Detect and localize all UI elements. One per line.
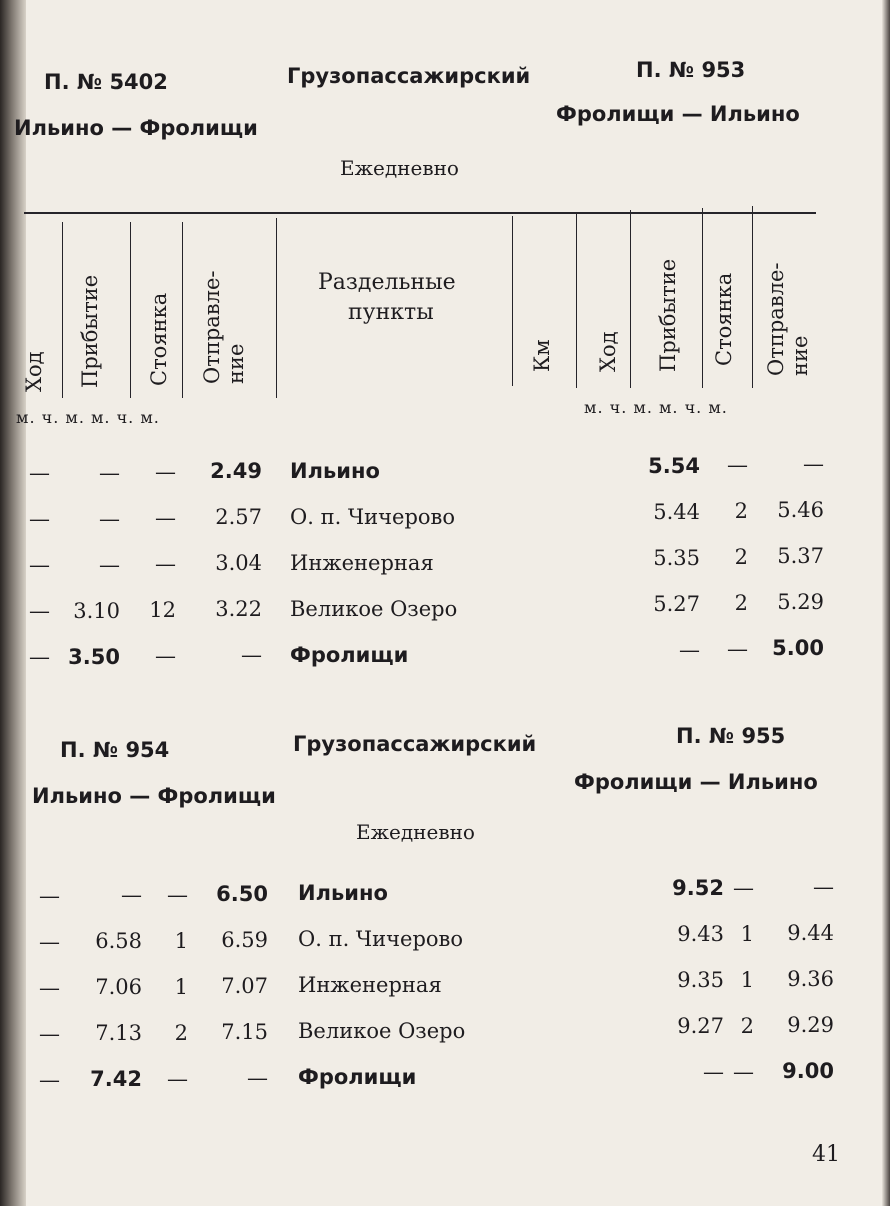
hod-cell: —: [29, 461, 50, 486]
page-number: 41: [812, 1142, 840, 1167]
arrival-cell: 3.10: [73, 598, 120, 623]
departure-cell: 2.49: [210, 458, 262, 483]
departure-cell: 2.57: [215, 504, 262, 529]
departure-cell-right: 5.29: [777, 590, 824, 615]
stations-column-label-2: пункты: [348, 300, 434, 325]
departure-cell-right: 5.00: [772, 636, 824, 661]
departure-cell: 7.15: [221, 1019, 268, 1044]
stop-cell-right: 2: [740, 1013, 754, 1038]
departure-cell: —: [247, 1065, 268, 1090]
stop-cell-right: 2: [734, 591, 748, 616]
column-divider: [276, 218, 277, 398]
departure-cell-right: 9.29: [787, 1012, 834, 1037]
arrival-cell-right: 5.54: [648, 453, 700, 478]
stop-cell-right: 2: [734, 499, 748, 524]
column-divider: [182, 222, 183, 398]
hod-cell: —: [29, 553, 50, 578]
station-name: Инженерная: [290, 550, 434, 575]
arrival-cell: 7.06: [95, 975, 142, 1000]
departure-cell-right: 9.44: [787, 920, 834, 945]
arrival-cell-right: 9.43: [677, 922, 724, 947]
stop-cell: 1: [174, 928, 188, 953]
right-train-number: П. № 953: [636, 58, 746, 82]
stop-cell: —: [167, 882, 188, 907]
hod-cell: —: [39, 1068, 60, 1093]
hod-cell: —: [29, 645, 50, 670]
hod-cell: —: [39, 930, 60, 955]
stop-cell-right: 1: [740, 967, 754, 992]
station-name: Фролищи: [290, 642, 409, 667]
stop-cell: —: [155, 643, 176, 668]
arrival-cell: 6.58: [95, 929, 142, 954]
arrival-cell-right: —: [703, 1060, 724, 1085]
units-left: м. ч. м. м. ч. м.: [16, 408, 160, 427]
arrival-cell: —: [99, 506, 120, 531]
departure-cell: 3.04: [215, 550, 262, 575]
departure-cell: 7.07: [221, 973, 268, 998]
arrival-cell-right: 9.27: [677, 1014, 724, 1039]
stop-cell-right: 1: [740, 921, 754, 946]
arrival-cell: —: [99, 460, 120, 485]
arrival-cell: —: [99, 552, 120, 577]
station-name: Великое Озеро: [298, 1019, 466, 1044]
left-route: Ильино — Фролищи: [14, 116, 258, 140]
departure-cell-right: —: [813, 874, 834, 899]
train-type: Грузопассажирский: [287, 64, 531, 88]
stop-cell: 2: [174, 1020, 188, 1045]
station-name: О. п. Чичерово: [290, 504, 456, 529]
station-name: О. п. Чичерово: [298, 927, 464, 952]
right-route: Фролищи — Ильино: [556, 102, 800, 126]
arrival-cell: 7.42: [90, 1067, 142, 1092]
departure-cell-right: 9.00: [782, 1058, 834, 1083]
arrival-column-label: Прибытие: [78, 274, 102, 388]
stop-cell-right: —: [727, 637, 748, 662]
departure-cell-right: 5.46: [777, 498, 824, 523]
column-divider: [630, 210, 631, 388]
schedule-label: Ежедневно: [340, 156, 459, 180]
header-top-rule: [24, 212, 816, 214]
column-divider: [576, 212, 577, 388]
departure-cell-right: 5.37: [777, 544, 824, 569]
right-route-2: Фролищи — Ильино: [574, 770, 818, 794]
departure-cell: 6.50: [216, 881, 268, 906]
arrival-cell-right: 9.52: [672, 876, 724, 901]
station-name: Инженерная: [298, 973, 442, 998]
departure-column-label-right: Отправле- ние: [764, 262, 813, 376]
hod-cell: —: [29, 507, 50, 532]
station-name: Великое Озеро: [290, 596, 458, 621]
column-divider: [62, 222, 63, 398]
hod-cell: —: [39, 1022, 60, 1047]
right-train-number-2: П. № 955: [676, 724, 786, 748]
hod-cell: —: [39, 884, 60, 909]
departure-cell: 3.22: [215, 596, 262, 621]
column-divider: [702, 208, 703, 388]
arrival-column-label-right: Прибытие: [656, 258, 680, 372]
arrival-cell-right: 9.35: [677, 968, 724, 993]
column-divider: [512, 216, 513, 386]
stop-cell: —: [155, 459, 176, 484]
stop-cell: —: [167, 1066, 188, 1091]
left-train-number-2: П. № 954: [60, 738, 170, 762]
departure-cell-right: 9.36: [787, 966, 834, 991]
column-divider: [752, 206, 753, 388]
left-route-2: Ильино — Фролищи: [32, 784, 276, 808]
stop-cell-right: —: [733, 875, 754, 900]
hod-column-label: Ход: [22, 351, 46, 392]
arrival-cell: 7.13: [95, 1021, 142, 1046]
departure-cell: —: [241, 642, 262, 667]
stop-column-label-right: Стоянка: [712, 272, 736, 366]
stop-cell: —: [155, 551, 176, 576]
arrival-cell-right: 5.27: [653, 591, 700, 616]
stop-cell-right: 2: [734, 545, 748, 570]
hod-column-label-right: Ход: [596, 331, 620, 372]
arrival-cell-right: —: [679, 637, 700, 662]
stop-column-label: Стоянка: [147, 292, 171, 386]
hod-cell: —: [29, 599, 50, 624]
arrival-cell-right: 5.44: [653, 499, 700, 524]
units-right: м. ч. м. м. ч. м.: [584, 398, 728, 417]
km-column-label: Км: [530, 339, 554, 372]
arrival-cell: 3.50: [68, 644, 120, 669]
departure-cell-right: —: [803, 452, 824, 477]
station-name: Ильино: [290, 458, 380, 483]
arrival-cell: —: [121, 883, 142, 908]
departure-cell: 6.59: [221, 927, 268, 952]
column-divider: [130, 222, 131, 398]
left-train-number: П. № 5402: [44, 70, 168, 94]
train-type-2: Грузопассажирский: [293, 732, 537, 756]
page-edge-shadow: [882, 0, 890, 1206]
station-name: Фролищи: [298, 1065, 417, 1090]
stop-cell: 12: [149, 597, 176, 622]
stop-cell: —: [155, 505, 176, 530]
departure-column-label: Отправле- ние: [200, 270, 249, 384]
stop-cell-right: —: [727, 453, 748, 478]
stop-cell-right: —: [733, 1059, 754, 1084]
stations-column-label-1: Раздельные: [318, 270, 456, 295]
arrival-cell-right: 5.35: [653, 545, 700, 570]
hod-cell: —: [39, 976, 60, 1001]
stop-cell: 1: [174, 974, 188, 999]
station-name: Ильино: [298, 881, 388, 906]
schedule-label-2: Ежедневно: [356, 820, 475, 844]
